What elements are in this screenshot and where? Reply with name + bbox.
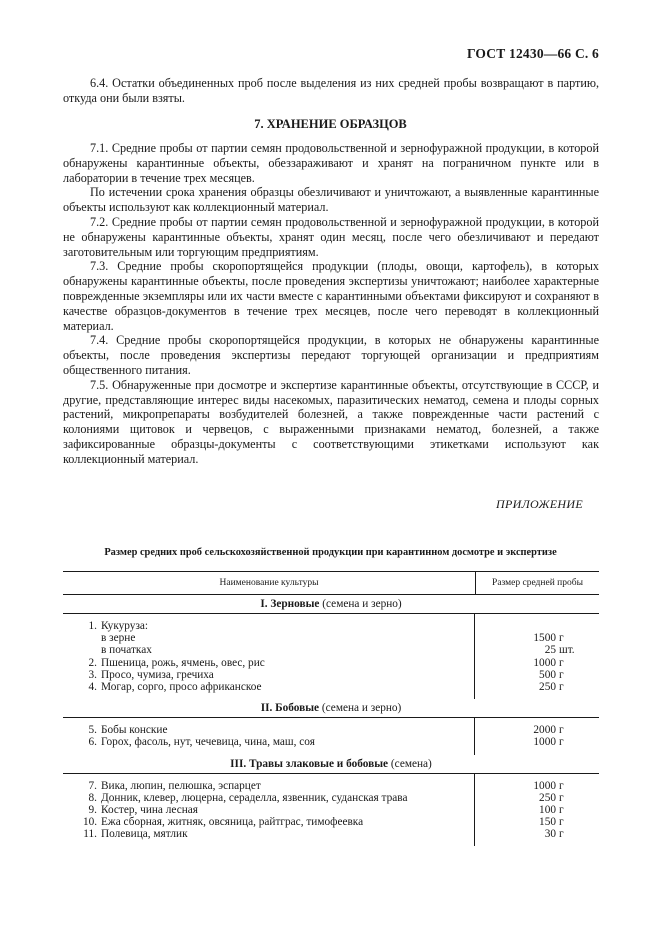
- sample-size-unit: г: [559, 632, 564, 645]
- spacer-cell: [63, 840, 475, 846]
- sample-size-unit: г: [559, 656, 564, 669]
- sample-size-cell: [475, 620, 599, 632]
- sample-size-value: 100: [539, 803, 556, 816]
- paragraph: 6.4. Остатки объединенных проб после выделения из них средней пробы возвращают в партию, откуда они были взяты.: [63, 76, 599, 105]
- paragraph-7-1: 7.1. Средние пробы от партии семян продовольственной и зернофуражной продукции, в которой обнаружены карантинные объекты, обеззараживают и хранят на пограничном пункте или в лаборатории в течение трех месяцев.: [63, 141, 599, 185]
- crop-name-cell: [63, 804, 475, 816]
- paragraph-7-3: 7.3. Средние пробы скоропортящейся продукции (плоды, овощи, картофель), в которых обнаружены карантинные объекты, после проведения экспертизы уничтожают; наиболее характерные поврежденные экземпляры или их части вместе с карантинными объектами фиксируют и сохраняют в качестве образцов-документов в течение трех месяцев, после чего переводят в коллекционный материал.: [63, 259, 599, 333]
- table-row: [63, 736, 599, 748]
- group-heading-suffix: (семена и зерно): [319, 598, 402, 610]
- sample-size-unit: г: [559, 816, 564, 829]
- crop-name-cell: [63, 736, 475, 748]
- table-spacer: [63, 840, 599, 846]
- row-number: 1.: [88, 620, 97, 632]
- row-number: 7.: [88, 779, 97, 792]
- crop-name: в початках: [101, 644, 152, 657]
- row-number: 8.: [88, 791, 97, 804]
- group-heading-bold: II. Бобовые: [260, 702, 320, 715]
- crop-name-cell: [63, 792, 475, 804]
- crop-name-cell: [63, 724, 475, 736]
- table-row: [63, 620, 599, 632]
- sample-size-value: 1000: [533, 779, 556, 792]
- paragraph-7-5: 7.5. Обнаруженные при досмотре и экспертизе карантинные объекты, отсутствующие в СССР, и другие, представляющие интерес виды насекомых, паразитических нематод, семена и плоды сорных растений, микропрепараты возбудителей болезней, а также поврежденные части растений с колониями щитовок и червецов, с выраженными признаками нематод, болезней, а также зафиксированные образцы-документы с соответствующими этикетками используют как коллекционный материал.: [63, 377, 599, 466]
- sample-size-value: [475, 620, 556, 632]
- crop-name: Полевица, мятлик: [101, 828, 188, 841]
- sample-size-cell: [475, 657, 599, 669]
- group-heading: [63, 595, 599, 614]
- table-row: [63, 780, 599, 792]
- crop-name: Могар, сорго, просо африканское: [101, 680, 262, 693]
- appendix-label: ПРИЛОЖЕНИЕ: [496, 497, 583, 511]
- group-heading: [63, 699, 599, 718]
- sample-size-value: 500: [539, 668, 556, 681]
- table-row: [63, 657, 599, 669]
- sample-size-cell: [475, 804, 599, 816]
- table-header: [63, 571, 599, 595]
- sample-size-unit: шт.: [559, 644, 575, 657]
- crop-name: Костер, чина лесная: [101, 803, 198, 816]
- crop-name-cell: [63, 828, 475, 840]
- crop-name-cell: [63, 681, 475, 693]
- sample-size-cell: [475, 828, 599, 840]
- crop-name: Просо, чумиза, гречиха: [101, 668, 214, 681]
- row-number: 4.: [88, 680, 97, 693]
- table-body: [63, 595, 599, 846]
- crop-name: Ежа сборная, житняк, овсяница, райтграс, тимофеевка: [101, 816, 364, 829]
- sample-size-value: 2000: [533, 724, 556, 737]
- paragraph-6-4: [63, 76, 599, 106]
- row-number: 6.: [88, 736, 97, 749]
- section-7-body: [63, 141, 599, 467]
- sample-size-unit: г: [559, 791, 564, 804]
- crop-name-cell: [63, 644, 475, 656]
- crop-name: Кукуруза:: [101, 620, 149, 632]
- row-number: 11.: [83, 828, 97, 841]
- sample-size-value: 30: [544, 828, 556, 841]
- sample-size-cell: [475, 736, 599, 748]
- group-heading: [63, 755, 599, 774]
- crop-name-cell: [63, 816, 475, 828]
- sample-size-unit: г: [559, 736, 564, 749]
- sample-size-value: 1000: [533, 656, 556, 669]
- spacer-cell: [63, 749, 475, 755]
- crop-name-cell: [63, 780, 475, 792]
- row-number: 9.: [88, 803, 97, 816]
- row-number: 3.: [88, 668, 97, 681]
- sample-size-unit: г: [559, 828, 564, 841]
- sample-size-unit: [559, 620, 589, 632]
- table-row: [63, 632, 599, 644]
- sample-size-value: 250: [539, 791, 556, 804]
- row-number: 2.: [88, 656, 97, 669]
- sample-size-unit: г: [559, 803, 564, 816]
- group-heading-suffix: (семена): [388, 757, 432, 770]
- sample-size-value: 1000: [533, 736, 556, 749]
- crop-name: Горох, фасоль, нут, чечевица, чина, маш, соя: [101, 736, 315, 749]
- column-header-size: Размер средней пробы: [492, 578, 583, 588]
- group-heading-suffix: (семена и зерно): [319, 702, 402, 715]
- page-header: ГОСТ 12430—66 С. 6: [466, 46, 599, 61]
- sample-size-value: 250: [539, 680, 556, 693]
- table-row: [63, 792, 599, 804]
- table-title: Размер средних проб сельскохозяйственной продукции при карантинном досмотре и экспертизе: [104, 547, 557, 558]
- sample-size-value: 1500: [533, 632, 556, 645]
- crop-name-cell: [63, 620, 475, 632]
- sample-size-unit: г: [559, 724, 564, 737]
- table-row: [63, 828, 599, 840]
- table-row: [63, 804, 599, 816]
- crop-name: Пшеница, рожь, ячмень, овес, рис: [101, 656, 265, 669]
- sample-size-value: 25: [544, 644, 556, 657]
- row-number: 10.: [83, 816, 98, 829]
- paragraph-7-1-b: По истечении срока хранения образцы обезличивают и уничтожают, а выявленные карантинные объекты используют как коллекционный материал.: [63, 185, 599, 215]
- sample-size-unit: г: [559, 668, 564, 681]
- sample-size-cell: [475, 816, 599, 828]
- sample-size-cell: [475, 644, 599, 656]
- crop-name: Бобы конские: [101, 724, 168, 737]
- paragraph-7-2: 7.2. Средние пробы от партии семян продовольственной и зернофуражной продукции, в которой не обнаружены карантинные объекты, хранят один месяц, после чего обезличивают и передают заготовительным или торгующим предприятиям.: [63, 214, 599, 259]
- group-heading-bold: I. Зерновые: [260, 598, 320, 610]
- crop-name-cell: [63, 669, 475, 681]
- sample-size-cell: [475, 681, 599, 693]
- sample-size-unit: г: [559, 779, 564, 792]
- crop-name-cell: [63, 632, 475, 644]
- section-title: 7. ХРАНЕНИЕ ОБРАЗЦОВ: [254, 117, 407, 131]
- table-row: [63, 669, 599, 681]
- table-row: [63, 681, 599, 693]
- crop-name: в зерне: [101, 632, 136, 645]
- paragraph-7-4: 7.4. Средние пробы скоропортящейся продукции, в которых не обнаружены карантинные объекты, после проведения экспертизы передают торгующей организации и предприятиям общественного питания.: [63, 333, 599, 377]
- sample-size-cell: [475, 780, 599, 792]
- sample-size-cell: [475, 792, 599, 804]
- sample-size-cell: [475, 632, 599, 644]
- row-number: 5.: [88, 724, 97, 737]
- sample-size-value: 150: [539, 816, 556, 829]
- table-row: [63, 816, 599, 828]
- column-header-name: Наименование культуры: [63, 572, 476, 594]
- table-row: [63, 724, 599, 736]
- crop-name-cell: [63, 657, 475, 669]
- sample-size-cell: [475, 724, 599, 736]
- table-row: [63, 644, 599, 656]
- group-heading-bold: III. Травы злаковые и бобовые: [230, 757, 389, 770]
- sample-size-table: [63, 571, 599, 846]
- crop-name: Донник, клевер, люцерна, сераделла, язвенник, суданская трава: [101, 791, 408, 804]
- sample-size-unit: г: [559, 680, 564, 693]
- crop-name: Вика, люпин, пелюшка, эспарцет: [101, 779, 261, 792]
- sample-size-cell: [475, 669, 599, 681]
